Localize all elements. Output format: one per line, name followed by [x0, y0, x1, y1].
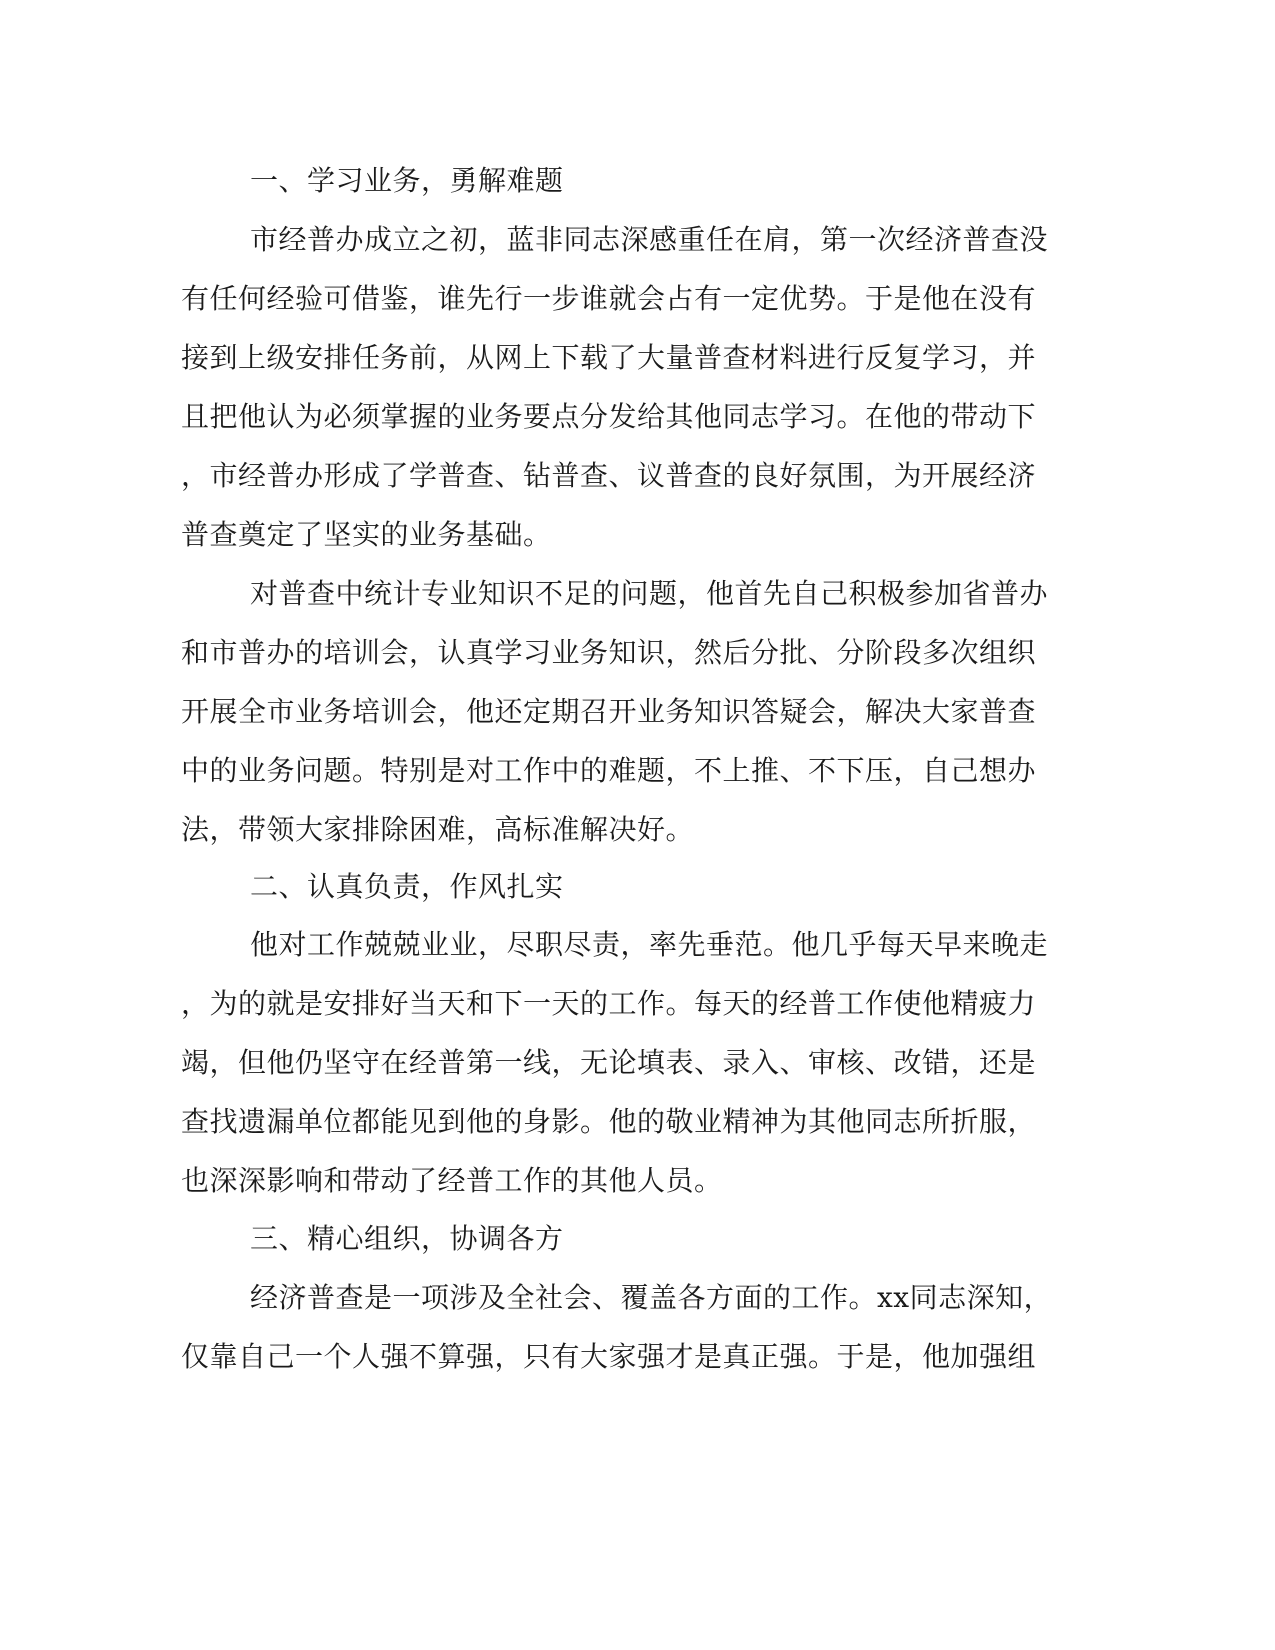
paragraph-line: 仅靠自己一个人强不算强，只有大家强才是真正强。于是，他加强组	[181, 1340, 1037, 1373]
paragraph-line: 对普查中统计专业知识不足的问题，他首先自己积极参加省普办	[250, 577, 1049, 610]
paragraph-line: ，市经普办形成了学普查、钻普查、议普查的良好氛围，为开展经济	[181, 459, 1037, 492]
paragraph-line: 且把他认为必须掌握的业务要点分发给其他同志学习。在他的带动下	[181, 400, 1037, 433]
section-heading-1: 一、学习业务，勇解难题	[250, 164, 564, 197]
paragraph-line: 开展全市业务培训会，他还定期召开业务知识答疑会，解决大家普查	[181, 695, 1037, 728]
section-heading-3: 三、精心组织，协调各方	[250, 1222, 564, 1255]
paragraph-line: 查找遗漏单位都能见到他的身影。他的敬业精神为其他同志所折服，	[181, 1105, 1037, 1138]
paragraph-line: 普查奠定了坚实的业务基础。	[181, 518, 552, 551]
paragraph-line: 他对工作兢兢业业，尽职尽责，率先垂范。他几乎每天早来晚走	[250, 928, 1049, 961]
paragraph-line: 有任何经验可借鉴，谁先行一步谁就会占有一定优势。于是他在没有	[181, 282, 1037, 315]
paragraph-line: ，为的就是安排好当天和下一天的工作。每天的经普工作使他精疲力	[181, 987, 1037, 1020]
paragraph-line: 接到上级安排任务前，从网上下载了大量普查材料进行反复学习，并	[181, 341, 1037, 374]
paragraph-line: 法，带领大家排除困难，高标准解决好。	[181, 813, 695, 846]
paragraph-line: 也深深影响和带动了经普工作的其他人员。	[181, 1164, 723, 1197]
section-heading-2: 二、认真负责，作风扎实	[250, 870, 564, 903]
paragraph-line: 经济普查是一项涉及全社会、覆盖各方面的工作。xx同志深知，	[250, 1281, 1053, 1314]
paragraph-line: 中的业务问题。特别是对工作中的难题，不上推、不下压，自己想办	[181, 754, 1037, 787]
paragraph-line: 市经普办成立之初，蓝非同志深感重任在肩，第一次经济普查没	[250, 223, 1049, 256]
paragraph-line: 竭，但他仍坚守在经普第一线，无论填表、录入、审核、改错，还是	[181, 1046, 1037, 1079]
paragraph-line: 和市普办的培训会，认真学习业务知识，然后分批、分阶段多次组织	[181, 636, 1037, 669]
